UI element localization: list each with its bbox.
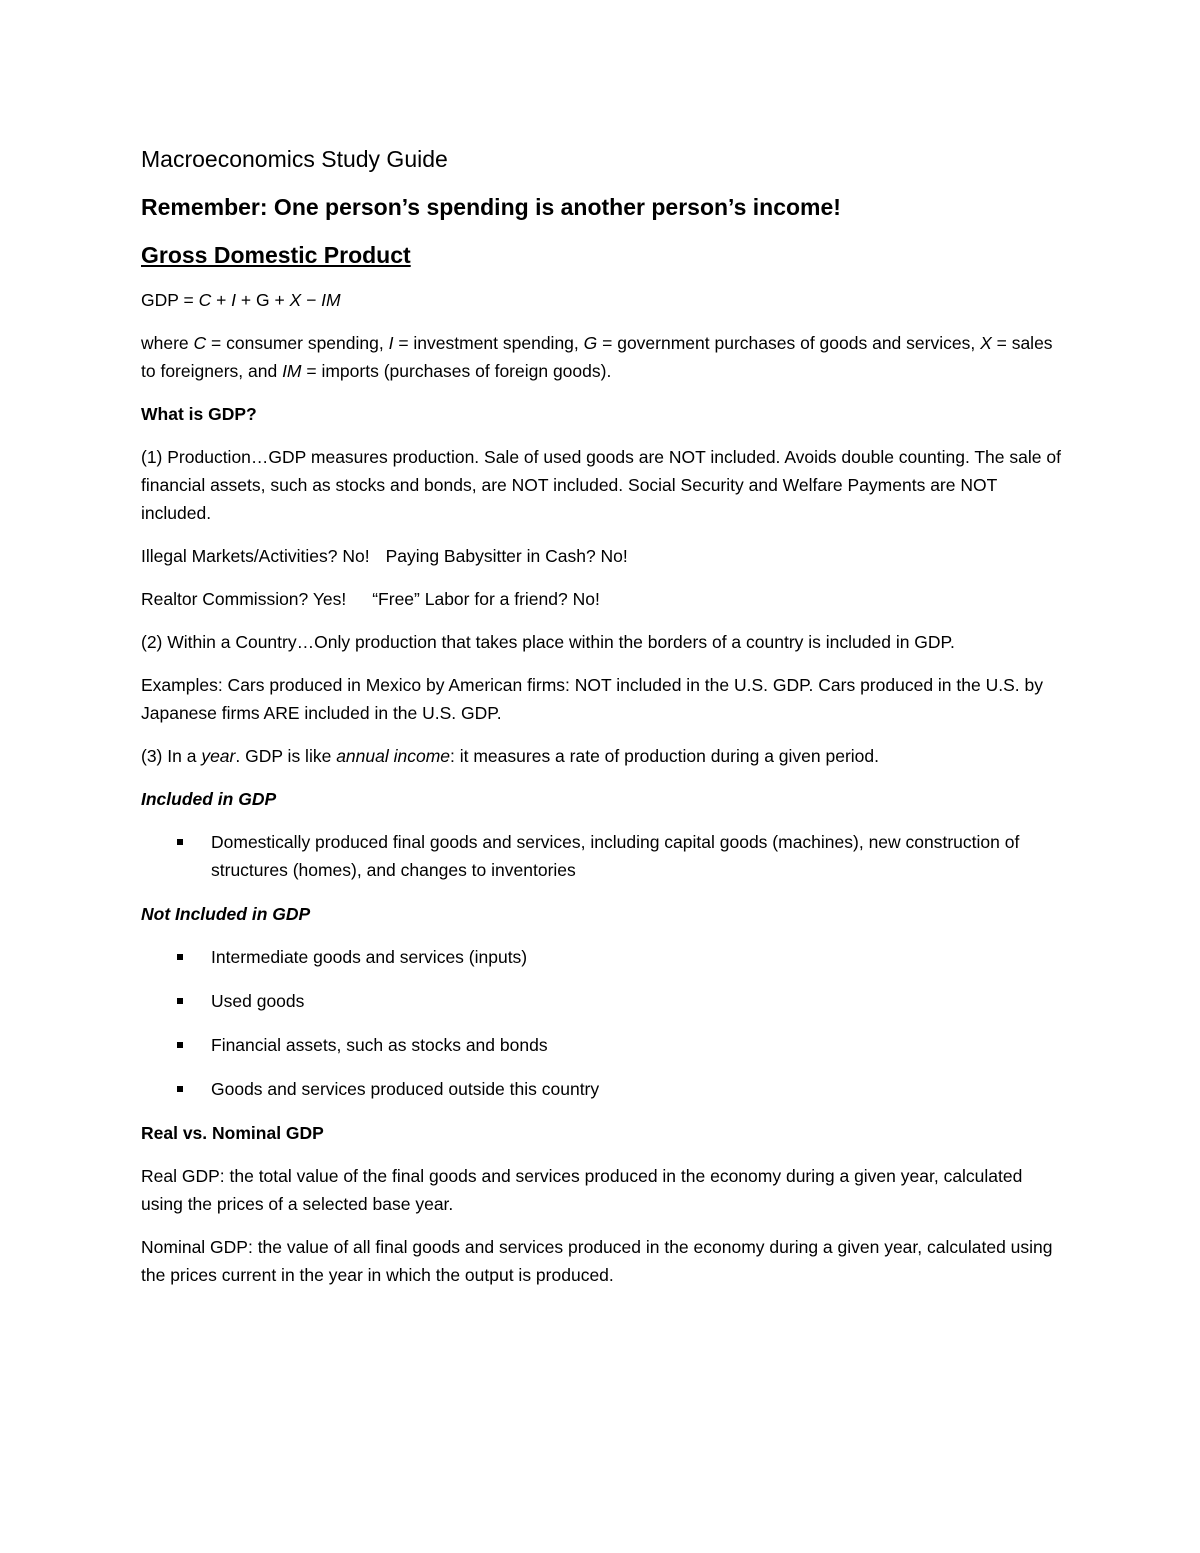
formula-i: I	[231, 290, 237, 310]
point3-a: (3) In a	[141, 746, 202, 766]
def-part-2: = consumer spending,	[206, 333, 389, 353]
illegal-babysitter-line	[141, 542, 1061, 570]
point-3-in-a-year	[141, 742, 1061, 770]
def-part-5: = sales to foreigners, and	[141, 333, 1053, 381]
point3-c: : it measures a rate of production during a given period.	[450, 746, 880, 766]
list-item	[141, 943, 1061, 971]
babysitter-question: Paying Babysitter in Cash? No!	[385, 546, 628, 566]
page-title: Macroeconomics Study Guide	[141, 146, 448, 172]
square-bullet-icon	[177, 1042, 183, 1048]
document-content	[141, 144, 1061, 1304]
section-heading-gdp: Gross Domestic Product	[141, 242, 411, 268]
gdp-formula	[141, 286, 1061, 314]
square-bullet-icon	[177, 998, 183, 1004]
def-i: I	[388, 333, 394, 353]
point-1-production: (1) Production…GDP measures production. Sale of used goods are NOT included. Avoids double counting. The sale of financial assets, such as stocks and bonds, are NOT included. Social Security and Welfare Payments are NOT included.	[141, 447, 1061, 523]
list-item	[141, 1031, 1061, 1059]
list-item-text: Intermediate goods and services (inputs)	[211, 947, 528, 967]
included-list	[141, 828, 1061, 884]
formula-plus2: + G +	[236, 290, 290, 310]
formula-im: IM	[321, 290, 341, 310]
list-item-text: Used goods	[211, 991, 305, 1011]
realtor-question: Realtor Commission? Yes!	[141, 589, 347, 609]
point3-annual-income: annual income	[336, 746, 451, 766]
examples-paragraph: Examples: Cars produced in Mexico by American firms: NOT included in the U.S. GDP. Cars produced in the U.S. by Japanese firms ARE included in the U.S. GDP.	[141, 675, 1043, 723]
list-item-text: Goods and services produced outside this country	[211, 1079, 600, 1099]
illegal-markets-question: Illegal Markets/Activities? No!	[141, 546, 370, 566]
list-item-text: Domestically produced final goods and services, including capital goods (machines), new construction of structures (homes), and changes to inventories	[211, 832, 1020, 880]
list-item-text: Financial assets, such as stocks and bonds	[211, 1035, 548, 1055]
def-c: C	[193, 333, 207, 353]
square-bullet-icon	[177, 1086, 183, 1092]
not-included-list	[141, 943, 1061, 1103]
not-included-heading: Not Included in GDP	[141, 904, 311, 924]
formula-plus1: +	[211, 290, 232, 310]
formula-c: C	[198, 290, 212, 310]
square-bullet-icon	[177, 954, 183, 960]
list-item	[141, 828, 1061, 884]
point3-year: year	[201, 746, 236, 766]
formula-definition	[141, 329, 1061, 385]
def-g: G	[583, 333, 598, 353]
included-heading: Included in GDP	[141, 789, 277, 809]
def-part-4: = government purchases of goods and services,	[597, 333, 981, 353]
def-part-1: where	[141, 333, 194, 353]
list-item	[141, 987, 1061, 1015]
real-vs-nominal-heading: Real vs. Nominal GDP	[141, 1123, 324, 1143]
def-x: X	[980, 333, 992, 353]
realtor-labor-line	[141, 585, 1061, 613]
def-part-3: = investment spending,	[393, 333, 584, 353]
nominal-gdp-definition: Nominal GDP: the value of all final goods and services produced in the economy during a given year, calculated using the prices current in the year in which the output is produced.	[141, 1237, 1053, 1285]
def-im: IM	[282, 361, 302, 381]
formula-lhs: GDP =	[141, 290, 199, 310]
formula-minus: −	[301, 290, 322, 310]
formula-x: X	[289, 290, 302, 310]
square-bullet-icon	[177, 839, 183, 845]
point3-b: . GDP is like	[235, 746, 337, 766]
def-part-6: = imports (purchases of foreign goods).	[301, 361, 612, 381]
remember-note: Remember: One person’s spending is another person’s income!	[141, 194, 841, 220]
point-2-within-country: (2) Within a Country…Only production that takes place within the borders of a country is included in GDP.	[141, 632, 955, 652]
free-labor-question: “Free” Labor for a friend? No!	[372, 589, 600, 609]
what-is-gdp-heading: What is GDP?	[141, 404, 257, 424]
real-gdp-definition: Real GDP: the total value of the final goods and services produced in the economy during a given year, calculated using the prices of a selected base year.	[141, 1166, 1023, 1214]
list-item	[141, 1075, 1061, 1103]
